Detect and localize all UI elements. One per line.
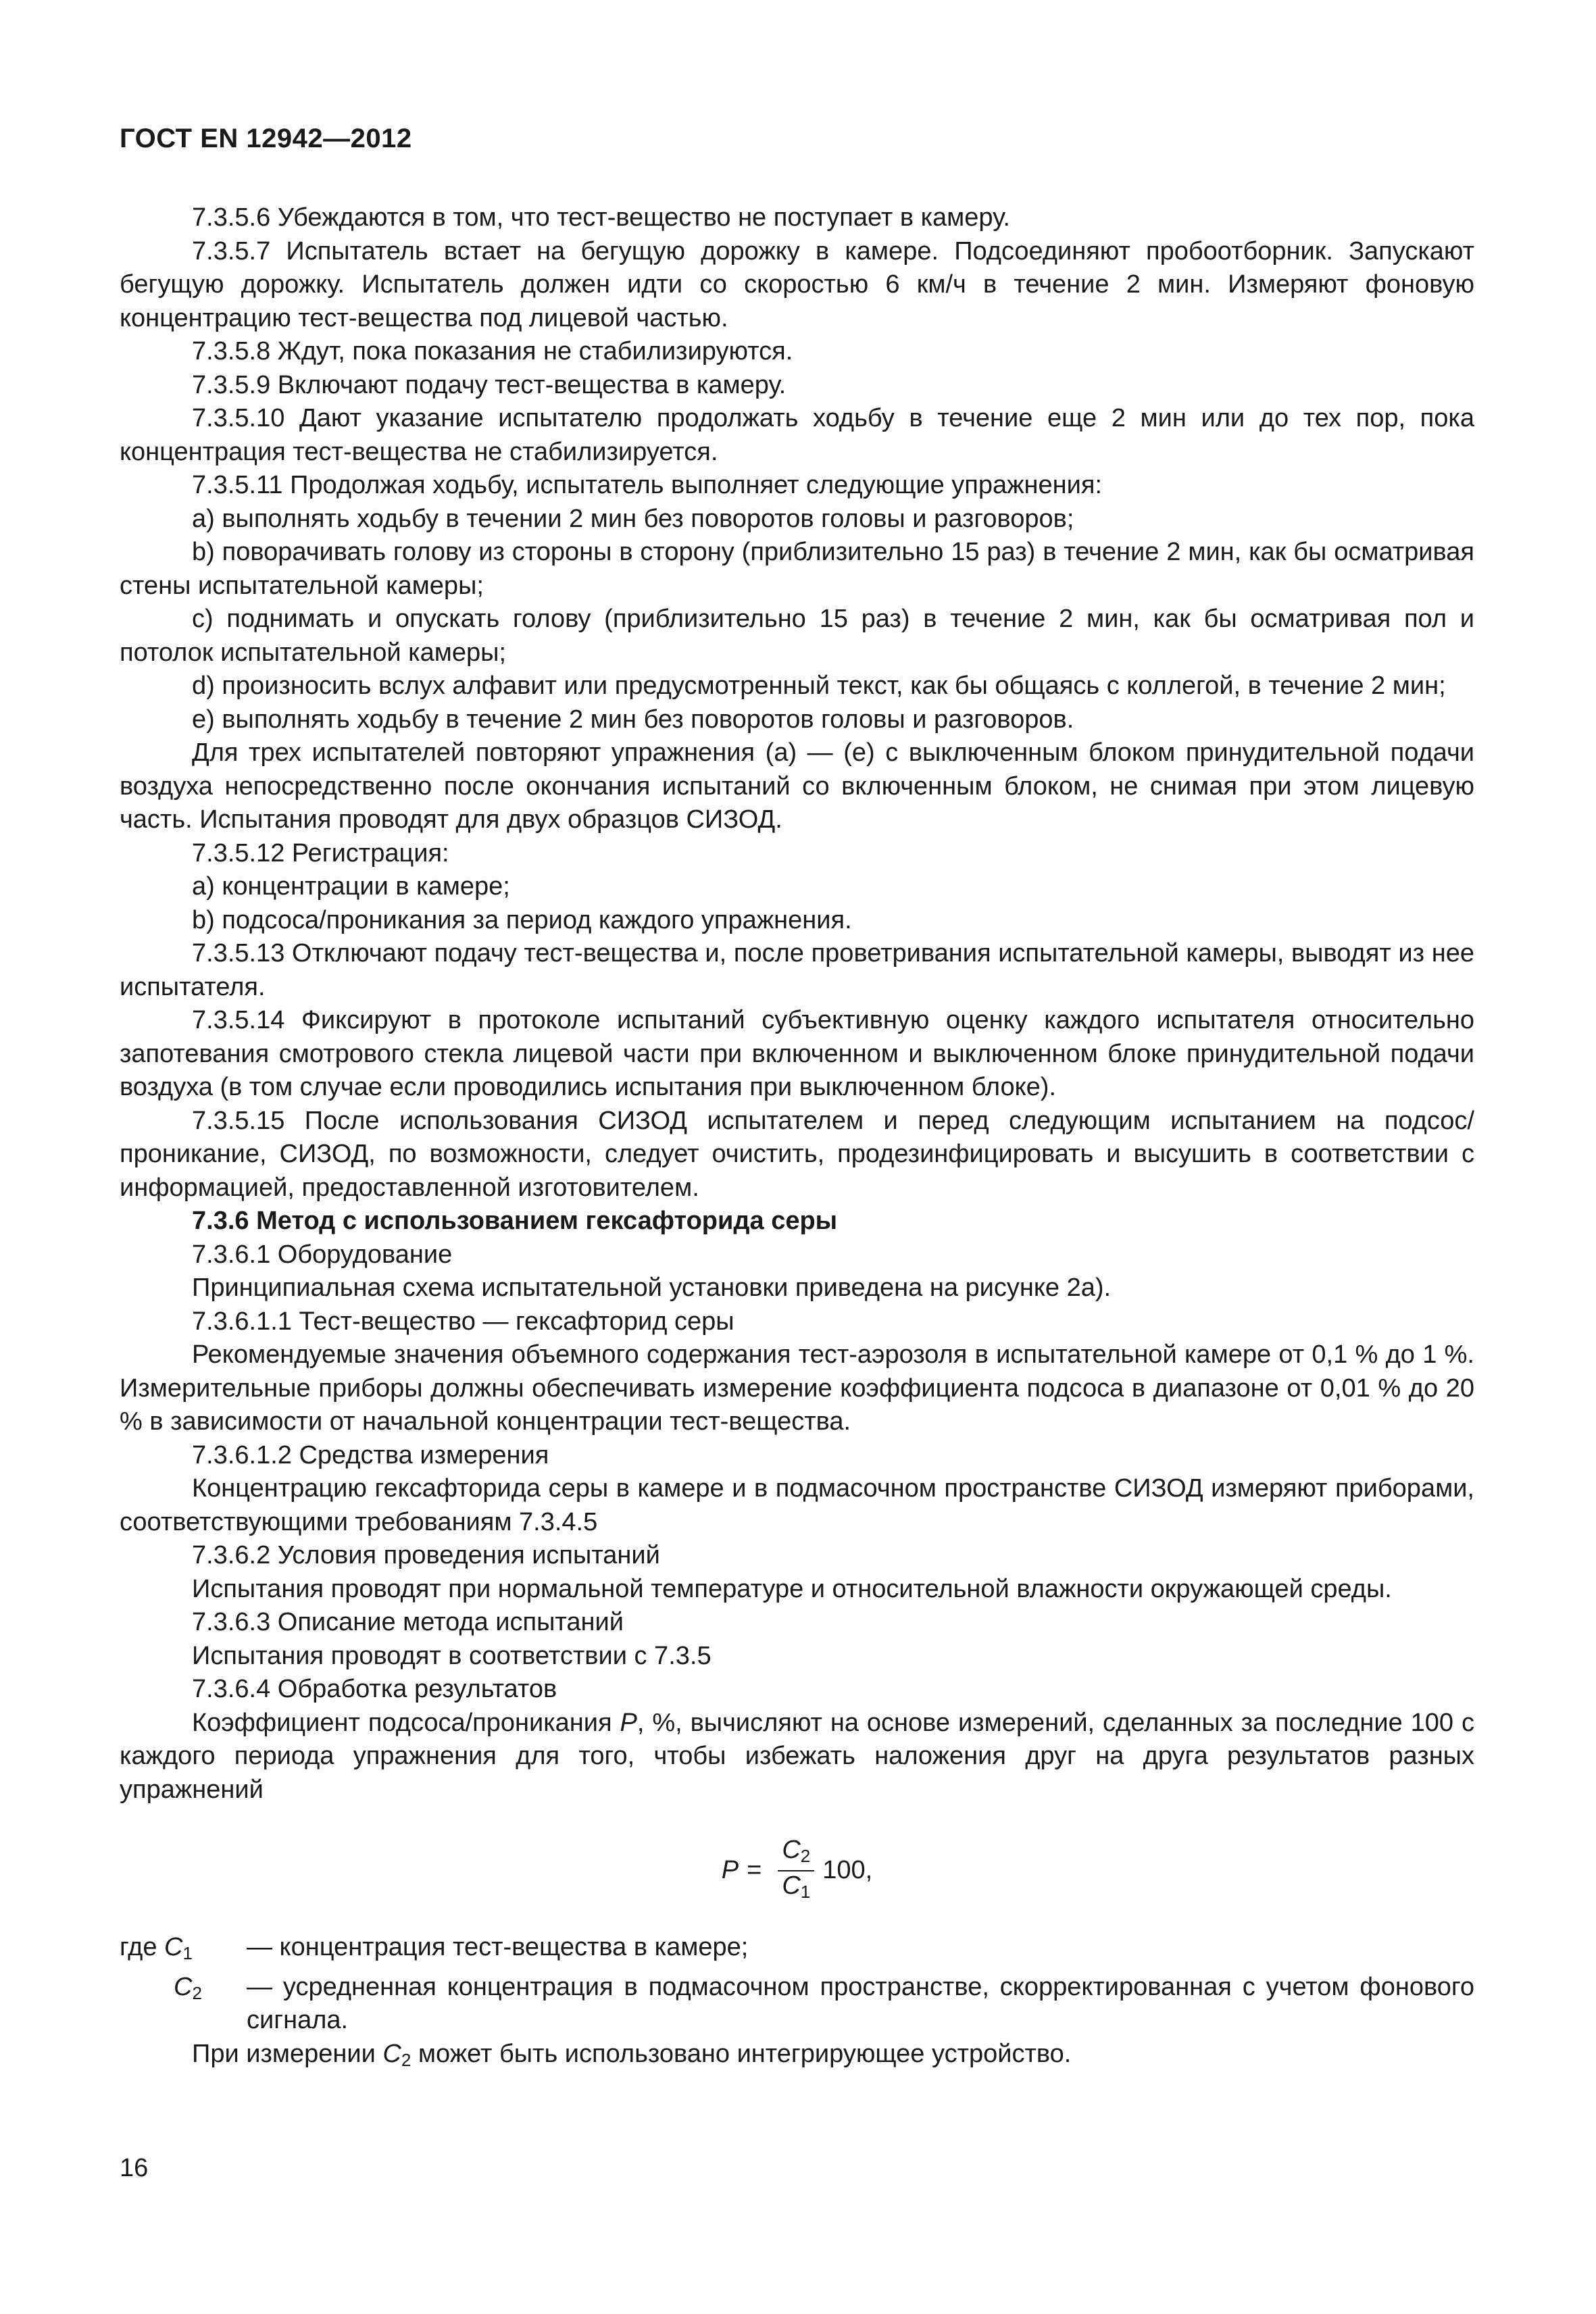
paragraph: 7.3.5.9 Включают подачу тест-вещества в камеру. — [192, 370, 787, 399]
paragraph: 7.3.5.11 Продолжая ходьбу, испытатель выполняет следующие упражнения: — [192, 471, 1103, 499]
formula-denominator: $C_1$ — [782, 1871, 811, 1902]
paragraph: 7.3.6.2 Условия проведения испытаний — [192, 1541, 660, 1569]
formula-factor: 100, — [822, 1856, 873, 1885]
paragraph: 7.3.6.1 Оборудование — [192, 1240, 453, 1269]
paragraph: а) выполнять ходьбу в течении 2 мин без поворотов головы и разговоров; — [192, 504, 1074, 533]
paragraph: Испытания проводят в соответствии с 7.3.5 — [192, 1641, 712, 1670]
paragraph-list — [120, 201, 1474, 1807]
paragraph: 7.3.5.7 Испытатель встает на бегущую дорожку в камере. Подсоединяют пробоотборник. Запускают бегущую дорожку. Испытатель должен идти со скоростью 6 км/ч в течение 2 мин. Измеряют фоновую концентрацию тест-вещества под лицевой частью. — [120, 236, 1474, 332]
paragraph: Испытания проводят при нормальной температуре и относительной влажности окружающей среды. — [192, 1574, 1392, 1603]
integrator-note: При измерении $C_2$ может быть использовано интегрирующее устройство. — [192, 2039, 1072, 2070]
page-number: 16 — [120, 2154, 149, 2182]
paragraph: 7.3.6.1.2 Средства измерения — [192, 1440, 549, 1469]
paragraph: Концентрацию гексафторида серы в камере и в подмасочном пространстве СИЗОД измеряют приборами, соответствующими требованиям 7.3.4.5 — [120, 1474, 1474, 1536]
document-body — [120, 201, 1474, 2077]
definition-c2: $C_2$ — усредненная концентрация в подмасочном пространстве, скорректированная с учетом фонового сигнала. — [174, 1972, 1474, 2034]
formula-numerator: $C_2$ — [778, 1837, 814, 1871]
paragraph: а) концентрации в камере; — [192, 872, 510, 901]
variable-definitions — [120, 1931, 1474, 2038]
document-header: ГОСТ EN 12942—2012 — [120, 124, 412, 153]
paragraph: 7.3.5.6 Убеждаются в том, что тест-вещество не поступает в камеру. — [192, 203, 1010, 232]
paragraph: 7.3.5.15 После использования СИЗОД испытателем и перед следующим испытанием на подсос/проникание, СИЗОД, по возможности, следует очистить, продезинфицировать и высушить в соответствии с информацией, предоставленной изготовителем. — [120, 1106, 1474, 1202]
paragraph: 7.3.6.4 Обработка результатов — [192, 1675, 557, 1703]
paragraph: 7.3.5.14 Фиксируют в протоколе испытаний субъективную оценку каждого испытателя относительно запотевания смотрового стекла лицевой части при включенном и выключенном блоке принудительной подачи воздуха (в том случае если проводились испытания при выключенном блоке). — [120, 1006, 1474, 1101]
paragraph: d) произносить вслух алфавит или предусмотренный текст, как бы общаясь с коллегой, в течение 2 мин; — [192, 672, 1446, 700]
paragraph: b) подсоса/проникания за период каждого упражнения. — [192, 905, 852, 934]
paragraph: Коэффициент подсоса/проникания P, %, вычисляют на основе измерений, сделанных за последние 100 с каждого периода упражнения для того, чтобы избежать наложения друг на друга результатов разных упражнений — [120, 1708, 1474, 1804]
paragraph: Рекомендуемые значения объемного содержания тест-аэрозоля в испытательной камере от 0,1 % до 1 %. Измерительные приборы должны обеспечивать измерение коэффициента подсоса в диапазоне от 0,01 % до 20 % в зависимости от начальной концентрации тест-вещества. — [120, 1340, 1474, 1436]
paragraph: 7.3.5.13 Отключают подачу тест-вещества и, после проветривания испытательной камеры, выводят из нее испытателя. — [120, 939, 1474, 1001]
paragraph: Для трех испытателей повторяют упражнения (а) — (е) с выключенным блоком принудительной подачи воздуха непосредственно после окончания испытаний со включенным блоком, не снимая при этом лицевую часть. Испытания проводят для двух образцов СИЗОД. — [120, 738, 1474, 834]
formula — [120, 1813, 1474, 1928]
paragraph: 7.3.5.10 Дают указание испытателю продолжать ходьбу в течение еще 2 мин или до тех пор, пока концентрация тест-вещества не стабилизируется. — [120, 404, 1474, 466]
paragraph: Принципиальная схема испытательной установки приведена на рисунке 2а). — [192, 1274, 1112, 1302]
paragraph: 7.3.5.12 Регистрация: — [192, 838, 449, 867]
formula-lhs: P — [721, 1856, 739, 1885]
formula-fraction — [778, 1837, 814, 1905]
paragraph: e) выполнять ходьбу в течение 2 мин без поворотов головы и разговоров. — [192, 705, 1074, 734]
definition-c1: где $C_1$ — концентрация тест-вещества в камере; — [120, 1933, 749, 1963]
section-heading: 7.3.6 Метод с использованием гексафторида серы — [192, 1207, 838, 1235]
formula-equals: = — [747, 1856, 762, 1885]
paragraph: 7.3.6.1.1 Тест-вещество — гексафторид серы — [192, 1307, 734, 1336]
paragraph: b) поворачивать голову из стороны в сторону (приблизительно 15 раз) в течение 2 мин, как бы осматривая стены испытательной камеры; — [120, 538, 1474, 600]
paragraph: 7.3.6.3 Описание метода испытаний — [192, 1608, 624, 1636]
paragraph: c) поднимать и опускать голову (приблизительно 15 раз) в течение 2 мин, как бы осматривая пол и потолок испытательной камеры; — [120, 605, 1474, 667]
paragraph: 7.3.5.8 Ждут, пока показания не стабилизируются. — [192, 337, 793, 366]
